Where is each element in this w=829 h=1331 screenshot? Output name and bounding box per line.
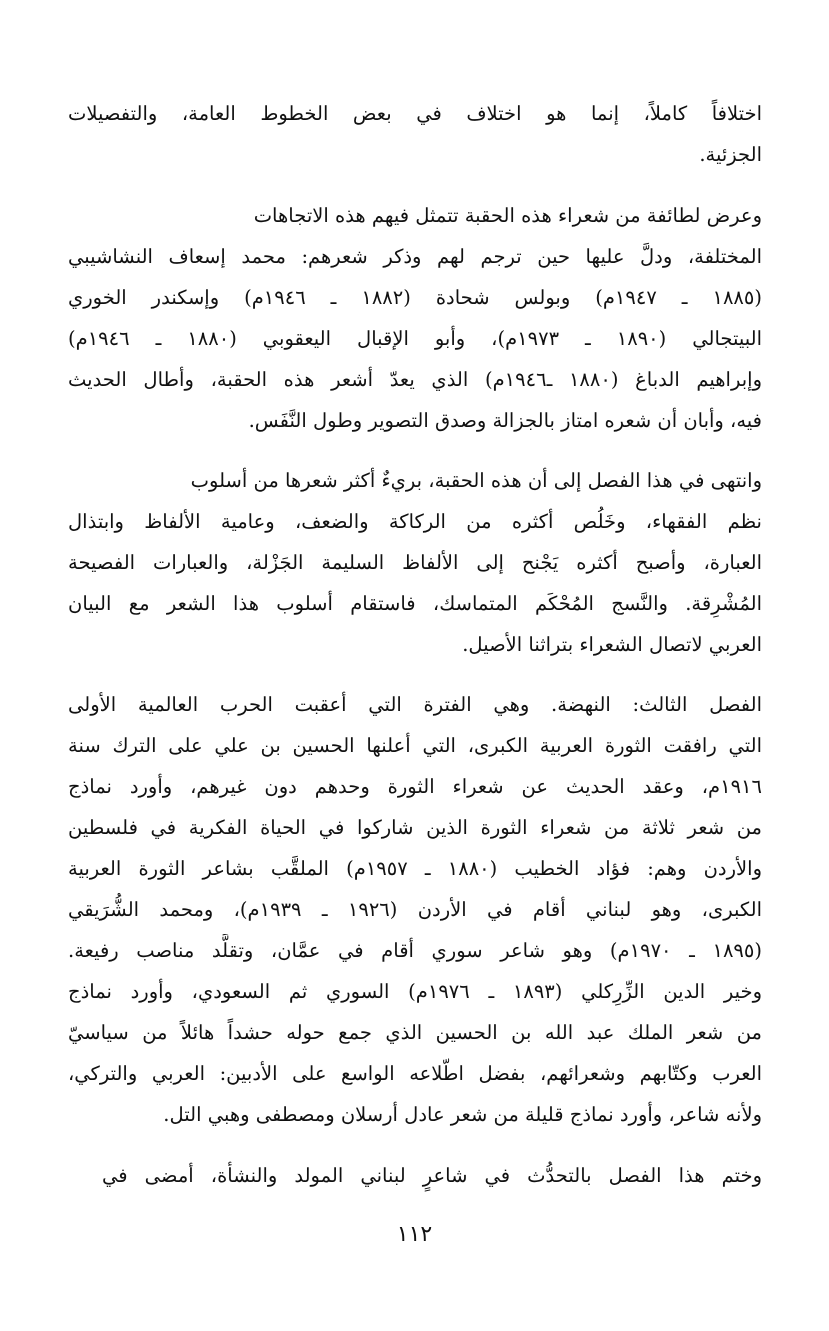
text-line: المُشْرِقة. والنَّسج المُحْكَم المتماسك، فاستقام أسلوب هذا الشعر مع البيان <box>68 592 762 615</box>
text-line: من شعر الملك عبد الله بن الحسين الذي جمع حوله حشداً هائلاً من سياسيّ <box>68 1021 762 1044</box>
text-line: ولأنه شاعر، وأورد نماذج قليلة من شعر عادل أرسلان ومصطفى وهبي التل. <box>163 1103 762 1126</box>
text-line: اختلافاً كاملاً، إنما هو اختلاف في بعض الخطوط العامة، والتفصيلات <box>68 102 762 125</box>
text-line: الفصل الثالث: النهضة. وهي الفترة التي أعقبت الحرب العالمية الأولى <box>68 693 762 716</box>
text-line: العبارة، وأصبح أكثره يَجْنح إلى الألفاظ السليمة الجَزْلة، والعبارات الفصيحة <box>68 551 762 574</box>
text-line: نظم الفقهاء، وخَلُص أكثره من الركاكة والضعف، وعامية الألفاظ وابتذال <box>68 510 762 533</box>
text-line: وانتهى في هذا الفصل إلى أن هذه الحقبة، بريءٌ أكثر شعرها من أسلوب <box>190 469 762 492</box>
page-number: ١١٢ <box>396 1222 433 1247</box>
text-line: والأردن وهم: فؤاد الخطيب (١٨٨٠ ـ ١٩٥٧م) الملقَّب بشاعر الثورة العربية <box>68 857 762 880</box>
text-line: من شعر ثلاثة من شعراء الثورة الذين شاركوا في الحياة الفكرية في فلسطين <box>68 816 762 839</box>
text-line: البيتجالي (١٨٩٠ ـ ١٩٧٣م)، وأبو الإقبال اليعقوبي (١٨٨٠ ـ ١٩٤٦م) <box>68 327 762 350</box>
text-line: الجزئية. <box>699 143 762 166</box>
text-line: وإبراهيم الدباغ (١٨٨٠ ـ١٩٤٦م) الذي يعدّ أشعر هذه الحقبة، وأطال الحديث <box>68 368 762 391</box>
text-line: الكبرى، وهو لبناني أقام في الأردن (١٩٢٦ ـ ١٩٣٩م)، ومحمد الشُّرَيقي <box>68 898 762 921</box>
text-line: (١٨٩٥ ـ ١٩٧٠م) وهو شاعر سوري أقام في عمَّان، وتقلَّد مناصب رفيعة. <box>68 939 762 962</box>
text-line: وعرض لطائفة من شعراء هذه الحقبة تتمثل فيهم هذه الاتجاهات <box>253 204 762 227</box>
text-line: ١٩١٦م، وعقد الحديث عن شعراء الثورة وحدهم دون غيرهم، وأورد نماذج <box>68 775 762 798</box>
text-line: التي رافقت الثورة العربية الكبرى، التي أعلنها الحسين بن علي على الترك سنة <box>68 734 762 757</box>
text-line: المختلفة، ودلَّ عليها حين ترجم لهم وذكر شعرهم: محمد إسعاف النشاشيبي <box>68 245 762 268</box>
text-line: وخير الدين الزِّرِكلي (١٨٩٣ ـ ١٩٧٦م) السوري ثم السعودي، وأورد نماذج <box>68 980 762 1003</box>
text-line: العرب وكتّابهم وشعرائهم، بفضل اطّلاعه الواسع على الأدبين: العربي والتركي، <box>68 1062 762 1085</box>
text-line: فيه، وأبان أن شعره امتاز بالجزالة وصدق التصوير وطول النَّفَس. <box>248 409 762 432</box>
text-line: العربي لاتصال الشعراء بتراثنا الأصيل. <box>462 633 762 656</box>
text-line: (١٨٨٥ ـ ١٩٤٧م) وبولس شحادة (١٨٨٢ ـ ١٩٤٦م) وإسكندر الخوري <box>68 286 762 309</box>
text-line: وختم هذا الفصل بالتحدُّث في شاعرٍ لبناني المولد والنشأة، أمضى في <box>102 1164 762 1187</box>
